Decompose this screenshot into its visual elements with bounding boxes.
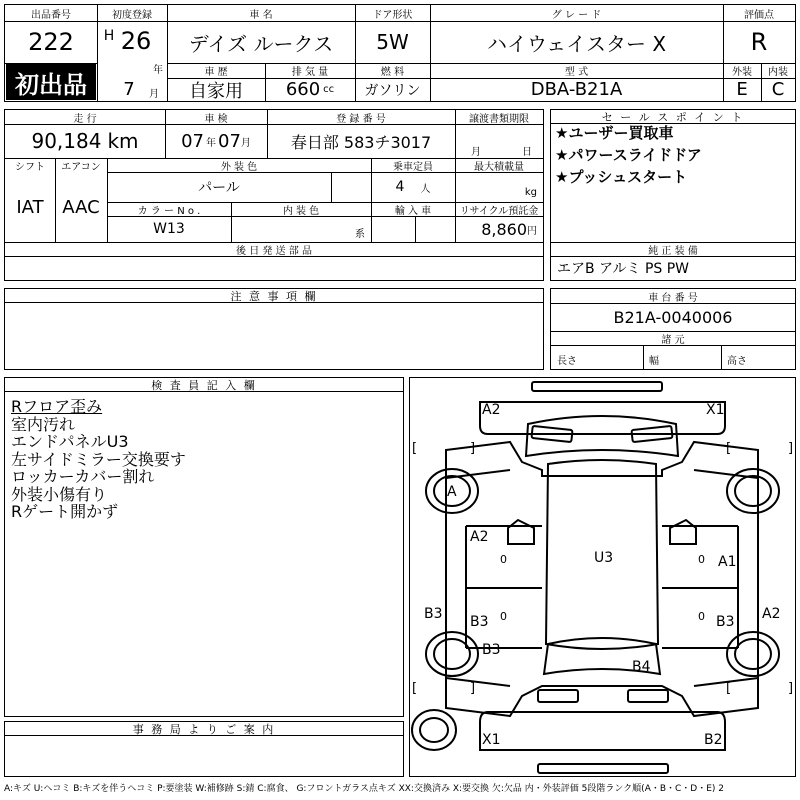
bracket-fr-close: ]: [788, 441, 794, 456]
ext-grade: E: [736, 79, 748, 100]
mileage-label: 走 行: [73, 113, 97, 124]
mark-zero-l1: 0: [500, 553, 507, 566]
grade: ハイウェイスター X: [486, 31, 667, 56]
sales-point-item: ★プッシュスタート: [555, 168, 688, 186]
rear-bumper-shape: [480, 712, 725, 750]
inspector-note: 外装小傷有り: [11, 484, 108, 504]
first-reg-label: 初度登録: [112, 9, 152, 21]
displacement-value: 660: [285, 79, 321, 100]
mark-b3-left: B3: [424, 606, 443, 622]
bracket-rr-open: [: [726, 681, 732, 696]
grade-label: グ レ ー ド: [551, 9, 602, 21]
later-parts-label: 後 日 発 送 部 品: [236, 245, 312, 256]
capacity-unit: 人: [420, 183, 431, 195]
exterior-color-label: 外 装 色: [220, 161, 258, 172]
office-label: 事 務 局 よ り ご 案 内: [5, 722, 403, 736]
history: 自家用: [189, 80, 243, 101]
interior-color-label: 内 装 色: [282, 205, 320, 216]
inspection-month-unit: 月: [240, 137, 251, 149]
tire-rear-right-inner: [735, 639, 771, 669]
genuine-equipment: エアB アルミ PS PW: [557, 261, 690, 277]
sales-point-item: ★ユーザー買取車: [555, 124, 674, 142]
mileage-unit: km: [107, 129, 139, 153]
transfer-label: 譲渡書類期限: [469, 113, 529, 124]
height-label: 高さ: [727, 355, 747, 367]
ac: AAC: [62, 196, 100, 218]
mirror-right: [670, 520, 696, 544]
chassis-label: 車 台 番 号: [648, 292, 698, 303]
sales-points-box: [550, 109, 796, 281]
recycle-unit: 円: [527, 225, 537, 237]
transfer-day-unit: 日: [522, 146, 532, 156]
exterior-color: パール: [198, 180, 240, 196]
details-box: [4, 109, 544, 281]
mark-a2-left: A2: [470, 529, 489, 545]
caution-label: 注 意 事 項 欄: [5, 289, 543, 303]
mark-tire-fl: A: [447, 484, 457, 500]
car-name: デイズ ルークス: [188, 31, 334, 56]
score-label: 評価点: [744, 9, 774, 21]
interior-color-unit: 系: [355, 228, 365, 240]
capacity: [371, 172, 455, 202]
rear-plate-left: [538, 690, 578, 702]
rear-plate-right: [628, 690, 668, 702]
inspection-year: 07: [181, 130, 204, 152]
import-label: 輸 入 車: [394, 205, 432, 216]
bracket-fl-open: [: [412, 441, 418, 456]
mark-zero-l2: 0: [500, 610, 507, 623]
inspector-notes: [11, 398, 186, 521]
mark-b2-bottom: B2: [704, 732, 723, 748]
history-label: 車 歴: [204, 67, 228, 78]
mark-a2-right: A2: [762, 606, 781, 622]
office-box: [4, 721, 404, 777]
bracket-fl-close: ]: [470, 441, 476, 456]
score: R: [750, 28, 768, 56]
model-label: 型 式: [564, 67, 589, 78]
mark-u3: U3: [594, 550, 614, 566]
mark-zero-r1: 0: [698, 553, 705, 566]
mark-b4: B4: [632, 659, 651, 675]
mark-b3-mid-right: B3: [716, 614, 735, 630]
ext-label: 外装: [732, 67, 752, 78]
load-unit: kg: [524, 186, 537, 198]
sales-points-label: セ ー ル ス ポ イ ン ト: [551, 110, 795, 124]
mark-b3-mid-left: B3: [470, 614, 489, 630]
length-label: 長さ: [557, 355, 577, 367]
mark-x1-bottom: X1: [482, 732, 501, 748]
load-label: 最大積載量: [474, 161, 524, 172]
inspector-note: Rゲート開かず: [11, 502, 119, 521]
mark-zero-r2: 0: [698, 610, 705, 623]
inspector-note: Rフロア歪み: [11, 397, 103, 416]
inspector-note: 左サイドミラー交換要す: [11, 449, 186, 469]
genuine-equipment-label: 純 正 装 備: [648, 245, 698, 256]
displacement-unit: cc: [323, 84, 335, 95]
shift: IAT: [16, 196, 44, 218]
bracket-rl-close: ]: [470, 681, 476, 696]
inspector-label: 検 査 員 記 入 欄: [5, 378, 403, 392]
recycle-fee: [455, 216, 543, 242]
displacement: [265, 78, 355, 101]
windshield: [526, 416, 678, 456]
recycle-value: 8,860: [481, 219, 527, 239]
spare-tire-inner: [420, 718, 448, 742]
chassis-box: [550, 288, 796, 370]
car-body-diagram: [410, 378, 795, 776]
inspector-note: 室内汚れ: [11, 414, 76, 434]
mileage-value: 90,184: [31, 129, 102, 153]
plate-number: 春日部 583チ3017: [290, 132, 432, 152]
lot-label: 出品番号: [31, 9, 71, 21]
mileage: [5, 124, 165, 158]
inspection-year-unit: 年: [206, 137, 216, 149]
bracket-fr-open: [: [726, 441, 732, 456]
fuel-label: 燃 料: [380, 67, 405, 78]
bracket-rr-close: ]: [788, 681, 794, 696]
inspection-label: 車 検: [204, 113, 228, 124]
tire-front-right-inner: [735, 476, 771, 506]
reg-year: 26: [120, 27, 152, 55]
model: DBA-B21A: [530, 79, 623, 100]
door-label: ドア形状: [372, 9, 413, 21]
era: H: [103, 28, 115, 44]
car-diagram-box: [409, 377, 796, 777]
color-no: W13: [153, 221, 185, 237]
spare-tire: [412, 710, 456, 750]
width-label: 幅: [649, 355, 659, 367]
bracket-rl-open: [: [412, 681, 418, 696]
ac-label: エアコン: [61, 161, 101, 172]
mark-a1-right: A1: [718, 554, 737, 570]
front-bumper-top: [532, 382, 662, 391]
mark-x1-top: X1: [706, 402, 725, 418]
door-type: 5W: [376, 30, 409, 54]
dimensions-label: 諸 元: [661, 334, 685, 345]
color-no-label: カ ラ ー N o .: [137, 205, 201, 216]
mirror-left: [508, 520, 534, 544]
chassis-number: B21A-0040006: [613, 307, 733, 327]
mark-b3-rear: B3: [482, 642, 501, 658]
legend-footer: A:キズ U:ヘコミ B:キズを伴うヘコミ P:要塗装 W:補修跡 S:錆 C:腐食、 G:フロントガラス点キズ XX:交換済み X:要交換 欠:欠品 内・外装評価 5段階ランク順(A・B・C・D・E) 2: [4, 784, 725, 794]
lot-number: 222: [28, 28, 74, 56]
body-outline: [446, 442, 758, 716]
inspector-note: エンドパネルU3: [11, 432, 129, 451]
reg-month-unit: 月: [149, 88, 159, 99]
reg-year-unit: 年: [153, 64, 163, 75]
plate-label: 登 録 番 号: [336, 113, 386, 124]
shift-label: シフト: [15, 161, 45, 172]
rear-bumper-bottom: [538, 764, 668, 773]
mark-a2-top: A2: [482, 402, 501, 418]
int-grade: C: [771, 79, 785, 100]
tire-rear-left-inner: [434, 639, 470, 669]
capacity-label: 乗車定員: [393, 161, 433, 172]
int-label: 内装: [768, 67, 788, 78]
fuel: ガソリン: [364, 82, 421, 99]
inspector-note: ロッカーカバー割れ: [11, 467, 155, 486]
transfer-month-unit: 月: [471, 146, 481, 156]
capacity-value: 4: [395, 179, 405, 195]
first-listing-badge: 初出品: [6, 64, 96, 100]
front-bumper-shape: [480, 402, 725, 434]
reg-month: 7: [123, 78, 135, 100]
inspection-date: [165, 124, 267, 158]
inspector-box: [4, 377, 404, 717]
inspection-month: 07: [218, 130, 241, 152]
sales-point-item: ★パワースライドドア: [555, 146, 702, 164]
recycle-label: リサイクル預託金: [459, 205, 539, 216]
displacement-label: 排 気 量: [291, 67, 329, 78]
header-box: [4, 4, 796, 102]
caution-box: [4, 288, 544, 370]
car-name-label: 車 名: [249, 9, 273, 21]
sales-points-list: [555, 122, 702, 188]
